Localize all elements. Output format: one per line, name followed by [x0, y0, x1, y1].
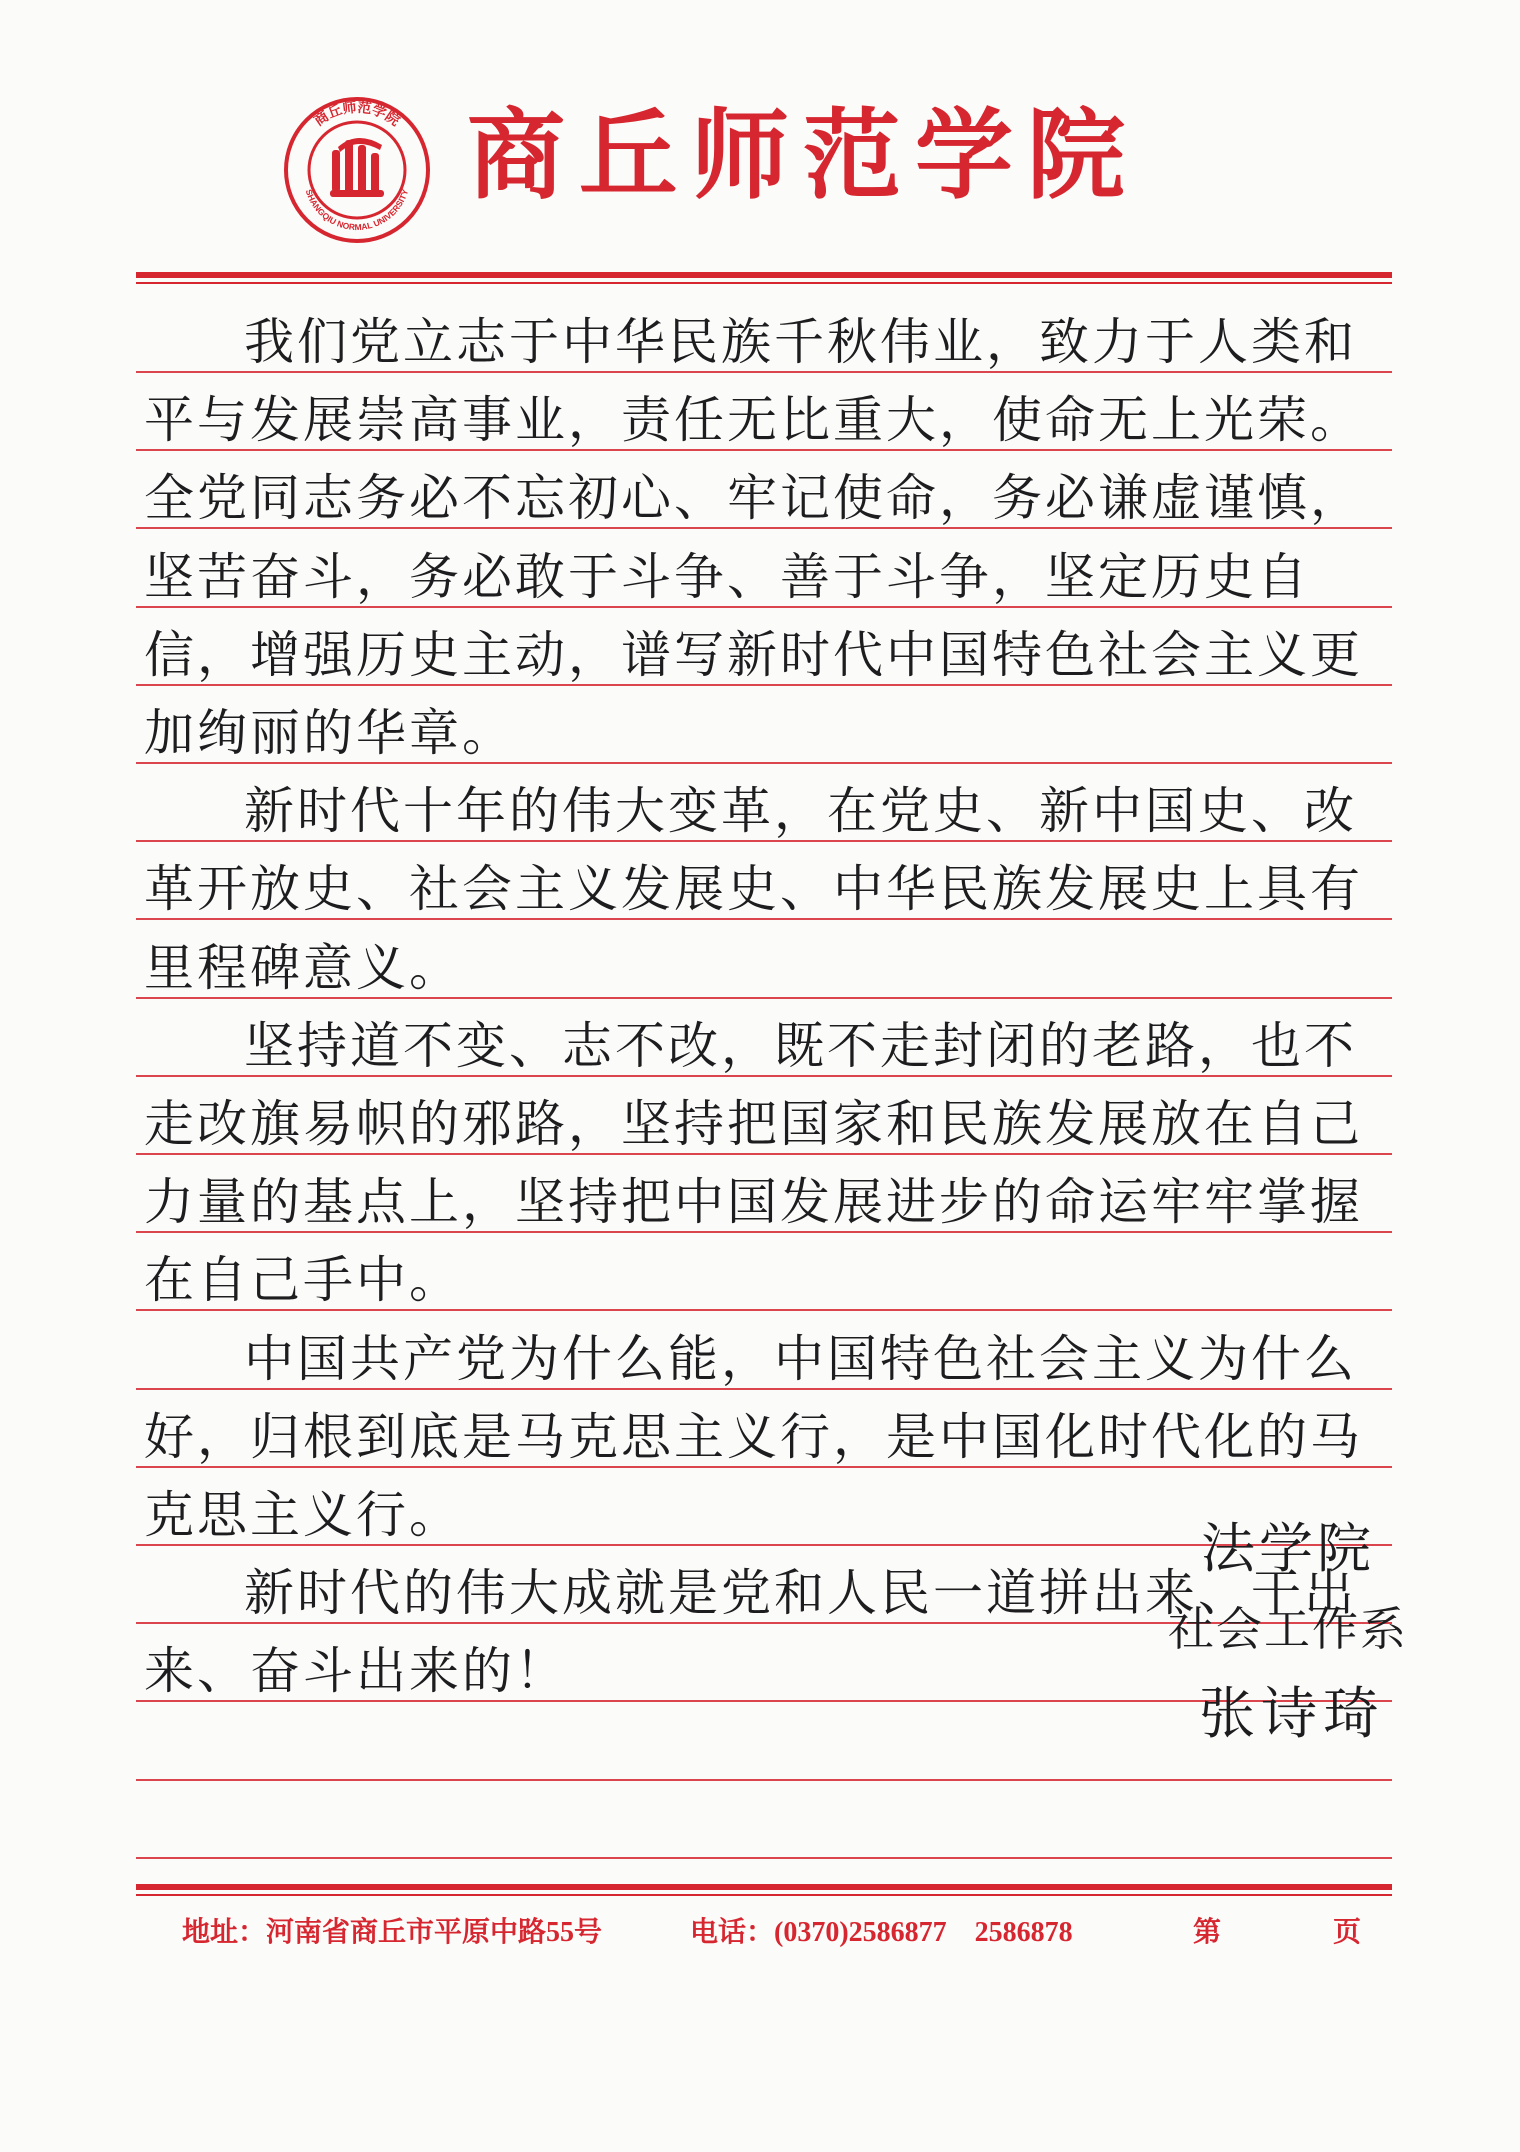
footer-rule-thick: [136, 1884, 1392, 1890]
svg-text:商丘师范学院: [311, 99, 403, 130]
logo-text-cn: 商丘师范学院: [311, 99, 403, 130]
header-rule-thin: [136, 282, 1392, 284]
footer-address: 地址：河南省商丘市平原中路55号: [182, 1917, 603, 1948]
university-logo: [282, 95, 432, 245]
footer-phone: 电话：(0370)2586877 2586878: [690, 1917, 1073, 1948]
paragraph-5: 新时代的伟大成就是党和人民一道拼出来、干出来、奋斗出来的！: [144, 1564, 1357, 1701]
paragraph-1: 我们党立志于中华民族千秋伟业，致力于人类和平与发展崇高事业，责任无比重大，使命无上光荣。全党同志务必不忘初心、牢记使命，务必谦虚谨慎，坚苦奋斗，务必敢于斗争、善于斗争，坚定历史自信，增强历史主动，谱写新时代中国特色社会主义更加绚丽的华章。: [144, 313, 1363, 763]
letterhead: [282, 95, 1382, 255]
letter-body: [144, 303, 1384, 1711]
signature-department: 社会工作系: [1168, 1602, 1408, 1656]
signature-name: 张诗琦: [1199, 1682, 1385, 1747]
paragraph-3: 坚持道不变、志不改，既不走封闭的老路，也不走改旗易帜的邪路，坚持把国家和民族发展放在自己力量的基点上，坚持把中国发展进步的命运牢牢掌握在自己手中。: [144, 1016, 1363, 1310]
header-rule-thick: [136, 272, 1392, 278]
footer-page-label: 第: [1193, 1917, 1222, 1948]
footer-page-unit: 页: [1333, 1917, 1362, 1948]
paragraph-4: 中国共产党为什么能，中国特色社会主义为什么好，归根到底是马克思主义行，是中国化时代化的马克思主义行。: [144, 1329, 1363, 1545]
school-name: 商丘师范学院: [467, 98, 1140, 213]
signature-college: 法学院: [1201, 1517, 1375, 1580]
logo-text-en: SHANGQIU NORMAL UNIVERSITY: [303, 188, 411, 233]
paragraph-2: 新时代十年的伟大变革，在党史、新中国史、改革开放史、社会主义发展史、中华民族发展史上具有里程碑意义。: [144, 782, 1363, 997]
footer-rule-thin: [136, 1894, 1392, 1896]
